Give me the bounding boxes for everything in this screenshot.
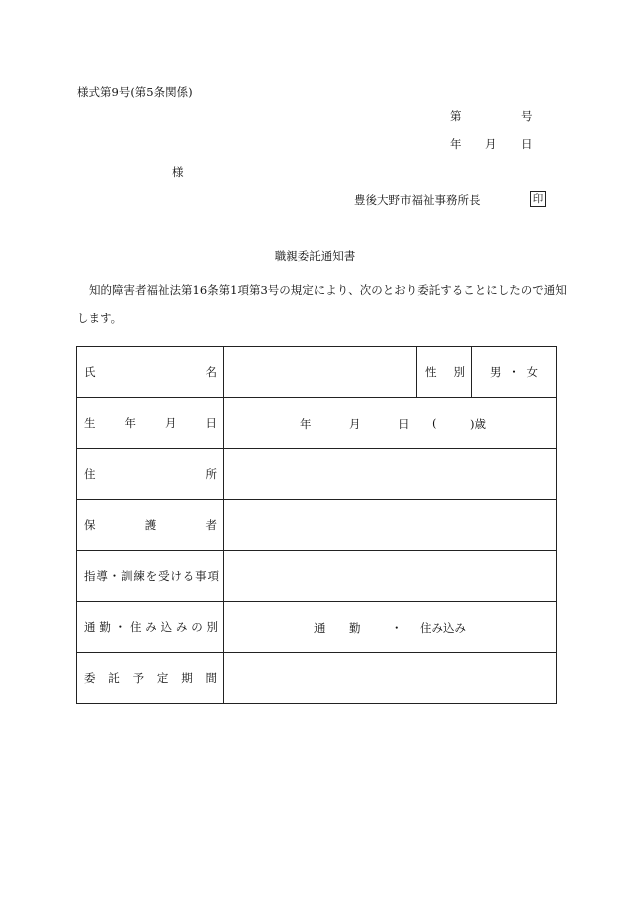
birthdate-label: 生 年 月 日: [77, 398, 224, 449]
details-table: [76, 346, 557, 704]
table-row: [77, 602, 557, 653]
commute-label: 通 勤 ・ 住 み 込 み の 別: [77, 602, 224, 653]
date-year: 年: [450, 137, 462, 151]
guardian-label: 保 護 者: [77, 500, 224, 551]
birthdate-field[interactable]: 年 月 日 ( )歳: [224, 398, 557, 449]
table-row: [77, 347, 557, 398]
guardian-field[interactable]: [224, 500, 557, 551]
table-row: [77, 551, 557, 602]
address-field[interactable]: [224, 449, 557, 500]
addressee-suffix: 様: [172, 165, 184, 179]
table-row: [77, 449, 557, 500]
date-month: 月: [485, 137, 497, 151]
issuer: 豊後大野市福祉事務所長: [354, 193, 481, 207]
table-row: [77, 653, 557, 704]
doc-number-suffix: 号: [521, 109, 533, 123]
form-number: 様式第9号(第5条関係): [77, 85, 193, 99]
table-row: [77, 500, 557, 551]
training-label: 指 導 ・ 訓 練 を 受 け る 事 項: [77, 551, 224, 602]
name-field[interactable]: [224, 347, 417, 398]
address-label: 住 所: [77, 449, 224, 500]
sex-field[interactable]: 男 ・ 女: [472, 347, 557, 398]
body-text: 知的障害者福祉法第16条第1項第3号の規定により、次のとおり委託することにしたので通知します。: [77, 283, 567, 325]
sex-label: 性 別: [417, 347, 472, 398]
table-row: [77, 398, 557, 449]
doc-number-prefix: 第: [450, 109, 462, 123]
period-field[interactable]: [224, 653, 557, 704]
document-title: 職親委託通知書: [274, 249, 356, 263]
date-day: 日: [521, 137, 533, 151]
commute-field[interactable]: 通 勤 ・ 住み込み: [224, 602, 557, 653]
period-label: 委 託 予 定 期 間: [77, 653, 224, 704]
name-label: 氏 名: [77, 347, 224, 398]
seal-mark: 印: [530, 191, 546, 207]
training-field[interactable]: [224, 551, 557, 602]
